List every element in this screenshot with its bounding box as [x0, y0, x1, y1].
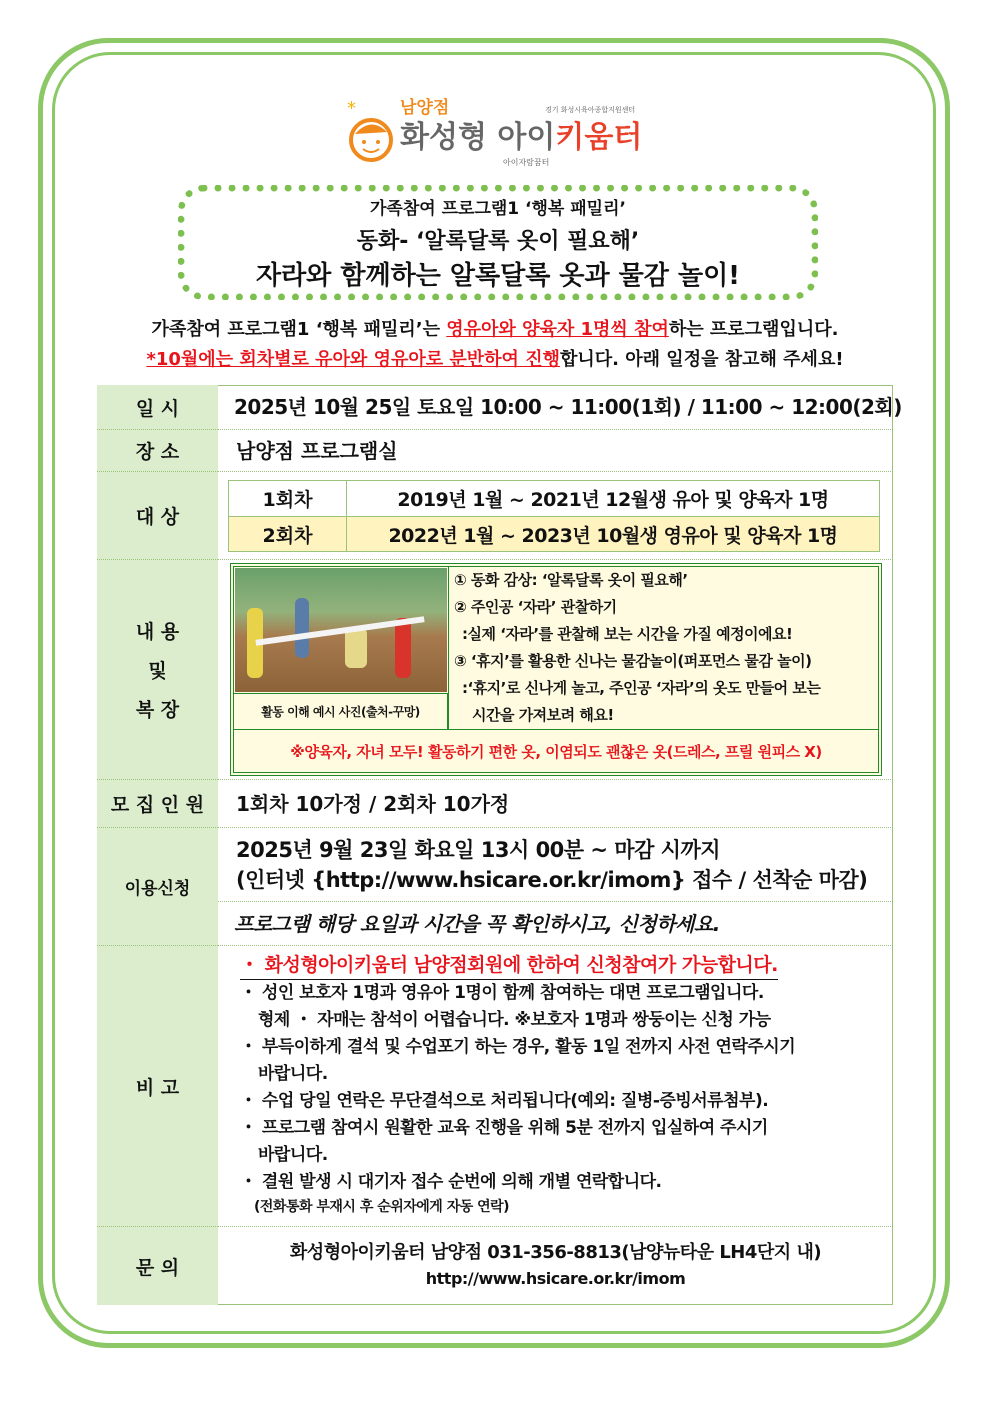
- apply-label: 이용신청: [97, 828, 218, 946]
- intro-line-1: [97, 318, 893, 342]
- content-item: ① 동화 감상: ‘알록달록 옷이 필요해’: [454, 571, 688, 589]
- activity-photo: [235, 568, 447, 692]
- content-item: ② 주인공 ‘자라’ 관찰하기: [454, 598, 617, 616]
- intro-highlight: *10월에는 회차별로 유아와 영유아로 분반하여 진행: [146, 349, 560, 370]
- program-subtitle: 가족참여 프로그램1 ‘행복 패밀리’: [370, 199, 626, 219]
- session-2-desc: 2022년 1월 ~ 2023년 10월생 영유아 및 양육자 1명: [347, 517, 879, 551]
- remark-line: ・ 결원 발생 시 대기자 접수 순번에 의해 개별 연락합니다.: [240, 1172, 662, 1192]
- content-item: ③ ‘휴지’를 활용한 신나는 물감놀이(퍼포먼스 물감 놀이): [454, 652, 812, 670]
- apply-method[interactable]: (인터넷 {http://www.hsicare.or.kr/imom} 접수 / 선착순 마감): [236, 868, 868, 892]
- recruit-label: 모 집 인 원: [97, 780, 218, 828]
- date-label: 일 시: [97, 385, 218, 430]
- svg-text:*: *: [347, 98, 356, 119]
- content-label-2: 및: [148, 660, 167, 682]
- recruit-value: 1회차 10가정 / 2회차 10가정: [218, 780, 893, 828]
- logo-name-accent: 키움터: [555, 120, 643, 155]
- contact-url[interactable]: http://www.hsicare.or.kr/imom: [425, 1269, 686, 1288]
- content-items: [454, 567, 880, 729]
- remark-line: (전화통화 부재시 후 순위자에게 자동 연락): [254, 1199, 510, 1215]
- remark-line: 바랍니다.: [258, 1064, 328, 1084]
- content-label-3: 복 장: [135, 699, 180, 721]
- contact-cell: [218, 1227, 893, 1305]
- apply-cell: [218, 828, 893, 902]
- logo-org: 경기 화성시육아종합지원센터: [545, 106, 636, 114]
- intro-text: 합니다. 아래 일정을 참고해 주세요!: [560, 349, 844, 370]
- story-title: 동화- ‘알록달록 옷이 필요해’: [356, 229, 640, 254]
- logo: [345, 98, 645, 170]
- remarks-label: 비 고: [97, 946, 218, 1227]
- photo-caption: 활동 이해 예시 사진(출처-꾸망): [234, 693, 448, 729]
- session-2: 2회차: [229, 517, 347, 551]
- session-1-desc: 2019년 1월 ~ 2021년 12월생 유아 및 양육자 1명: [347, 481, 879, 517]
- content-item: :‘휴지’로 신나게 놀고, 주인공 ‘자라’의 옷도 만들어 보는: [462, 679, 821, 697]
- apply-period: 2025년 9월 23일 화요일 13시 00분 ~ 마감 시까지: [236, 838, 721, 862]
- place-label: 장 소: [97, 430, 218, 472]
- intro-text: 하는 프로그램입니다.: [668, 319, 839, 340]
- contact-phone: 화성형아이키움터 남양점 031-356-8813(남양뉴타운 LH4단지 내): [289, 1242, 822, 1263]
- contact-label: 문 의: [97, 1227, 218, 1305]
- remark-line: ・ 수업 당일 연락은 무단결석으로 처리됩니다(예외: 질병-증빙서류첨부).: [240, 1091, 769, 1111]
- remark-line: 형제 ・ 자매는 참석이 어렵습니다. ※보호자 1명과 쌍둥이는 신청 가능: [258, 1010, 771, 1030]
- page-title: 자라와 함께하는 알록달록 옷과 물감 놀이!: [255, 261, 741, 291]
- logo-name: [400, 122, 642, 154]
- intro-highlight: 영유아와 양육자 1명씩 참여: [446, 319, 669, 340]
- date-value: 2025년 10월 25일 토요일 10:00 ~ 11:00(1회) / 11:00 ~ 12:00(2회): [218, 385, 893, 430]
- session-1: 1회차: [229, 481, 347, 517]
- content-label-1: 내 용: [135, 621, 180, 643]
- logo-branch: 남양점: [400, 98, 450, 118]
- target-table: [228, 480, 880, 552]
- intro-text: 가족참여 프로그램1 ‘행복 패밀리’는: [151, 319, 447, 340]
- remark-line: ・ 프로그램 참여시 원활한 교육 진행을 위해 5분 전까지 입실하여 주시기: [240, 1118, 768, 1138]
- target-label: 대 상: [97, 472, 218, 560]
- dress-note: ※양육자, 자녀 모두! 활동하기 편한 옷, 이염되도 괜찮은 옷(드레스, 프릴 원피스 X): [290, 743, 822, 761]
- divider: [234, 729, 878, 730]
- logo-tagline: 아이자람꿈터: [503, 158, 550, 167]
- place-value: 남양점 프로그램실: [218, 430, 893, 472]
- logo-name-main: 화성형 아이: [400, 120, 556, 155]
- intro-line-2: [97, 348, 893, 372]
- remarks-cell: [218, 946, 893, 1227]
- remark-line: ・ 부득이하게 결석 및 수업포기 하는 경우, 활동 1일 전까지 사전 연락주시기: [240, 1037, 796, 1057]
- remark-membership: ・ 화성형아이키움터 남양점회원에 한하여 신청참여가 가능합니다.: [240, 951, 778, 980]
- logo-face-icon: [345, 98, 405, 168]
- content-label: [97, 560, 218, 780]
- remark-line: 바랍니다.: [258, 1145, 328, 1165]
- apply-note: 프로그램 해당 요일과 시간을 꼭 확인하시고, 신청하세요.: [218, 902, 893, 946]
- divider: [448, 566, 449, 729]
- content-item: 시간을 가져보려 해요!: [472, 706, 614, 724]
- remark-line: ・ 성인 보호자 1명과 영유아 1명이 함께 참여하는 대면 프로그램입니다.: [240, 983, 764, 1003]
- content-item: :실제 ‘자라’를 관찰해 보는 시간을 가질 예정이에요!: [462, 625, 793, 643]
